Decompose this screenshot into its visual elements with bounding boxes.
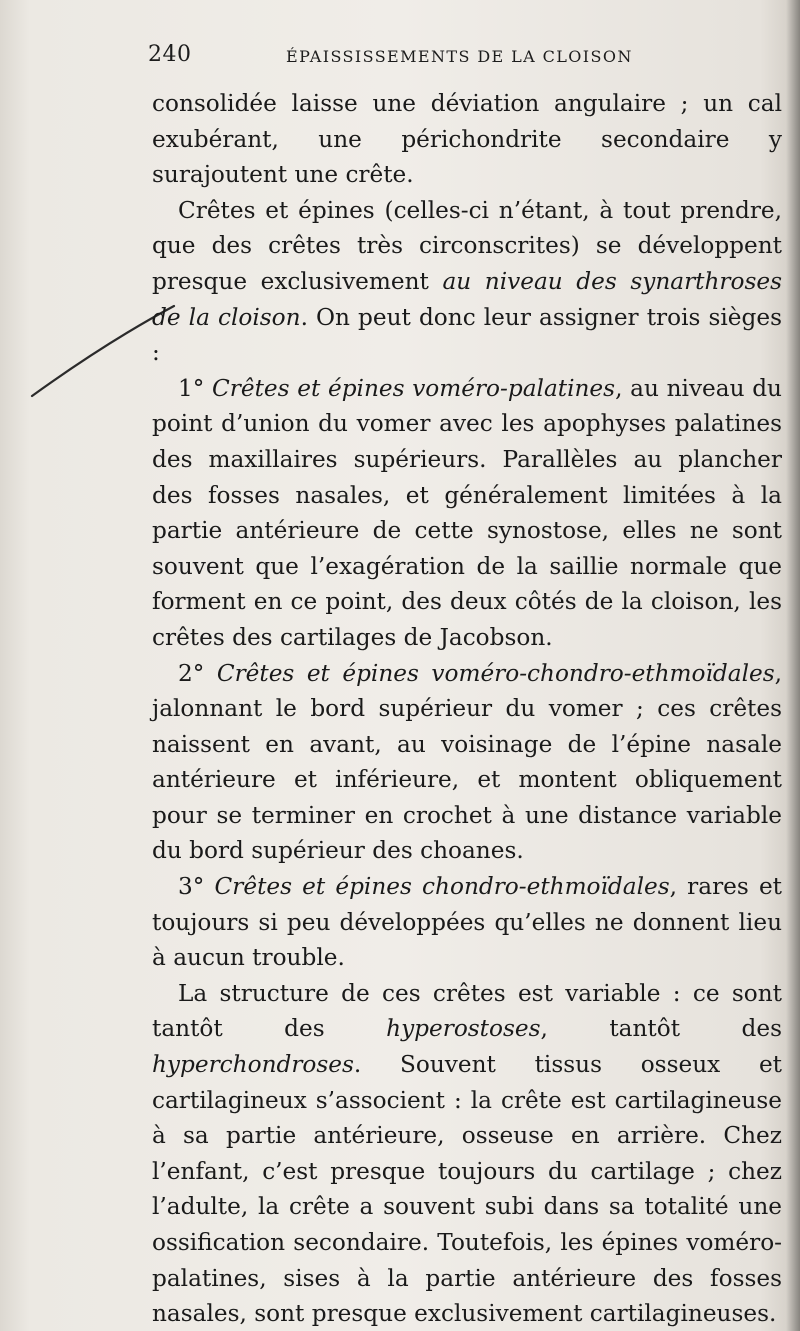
italic-phrase: Crêtes et épines voméro-chondro-ethmoïdales <box>216 659 775 687</box>
text-run: , rares et toujours si peu développées qu’elles ne donnent lieu à aucun trouble. <box>152 873 782 972</box>
page-edge-shadow <box>786 0 800 1331</box>
text-run: , jalonnant le bord supérieur du vomer ; ces crêtes naissent en avant, au voisinage de l’épine nasale antérieure et inférieure, et montent obliquement pour se terminer en crochet à une distance variable du bord supérieur des choanes. <box>152 659 782 865</box>
paragraph <box>152 869 782 976</box>
text-run: 1° <box>178 374 213 402</box>
paragraph <box>152 86 782 193</box>
paragraph <box>152 656 782 870</box>
text-run: La structure de ces crêtes est variable : ce sont tantôt des <box>152 979 782 1043</box>
body-text <box>152 86 782 1331</box>
text-run: , tantôt des <box>540 1015 782 1043</box>
italic-phrase: hyperostoses <box>386 1015 541 1043</box>
paragraph <box>152 371 782 656</box>
text-run: . Souvent tissus osseux et cartilagineux s’associent : la crête est cartilagineuse à sa partie antérieure, osseuse en arrière. Chez l’enfant, c’est presque toujours du cartilage ; chez l’adulte, la crête a souvent subi dans sa totalité une ossification secondaire. Toutefois, les épines voméro-palatines, sises à la partie antérieure des fosses nasales, sont presque exclusivement cartilagineuses. <box>152 1051 782 1328</box>
italic-phrase: hyperchondroses <box>152 1051 354 1079</box>
text-run: 2° <box>178 659 217 687</box>
italic-phrase: au niveau des synarthroses de la cloison <box>152 267 782 331</box>
text-run: Crêtes et épines (celles-ci n’étant, à tout prendre, que des crêtes très circonscrites) se développent presque exclusivement <box>152 196 782 295</box>
italic-phrase: Crêtes et épines chondro-ethmoïdales <box>214 873 670 901</box>
paragraph <box>152 193 782 371</box>
text-run: , au niveau du point d’union du vomer avec les apophyses palatines des maxillaires supérieurs. Parallèles au plancher des fosses nasales, et généralement limitées à la partie antérieure de cette synostose, elles ne sont souvent que l’exagération de la saillie normale que forment en ce point, des deux côtés de la cloison, les crêtes des cartilages de Jacobson. <box>152 374 782 651</box>
text-run: . On peut donc leur assigner trois sièges : <box>152 303 782 367</box>
text-run: consolidée laisse une déviation angulaire ; un cal exubérant, une périchondrite secondaire y surajoutent une crête. <box>152 90 782 189</box>
page-number: 240 <box>148 42 192 67</box>
paragraph <box>152 976 782 1331</box>
page-header <box>148 42 768 82</box>
running-title: ÉPAISSISSEMENTS DE LA CLOISON <box>286 47 633 66</box>
italic-phrase: Crêtes et épines voméro-palatines <box>212 374 616 402</box>
text-run: 3° <box>178 873 215 901</box>
